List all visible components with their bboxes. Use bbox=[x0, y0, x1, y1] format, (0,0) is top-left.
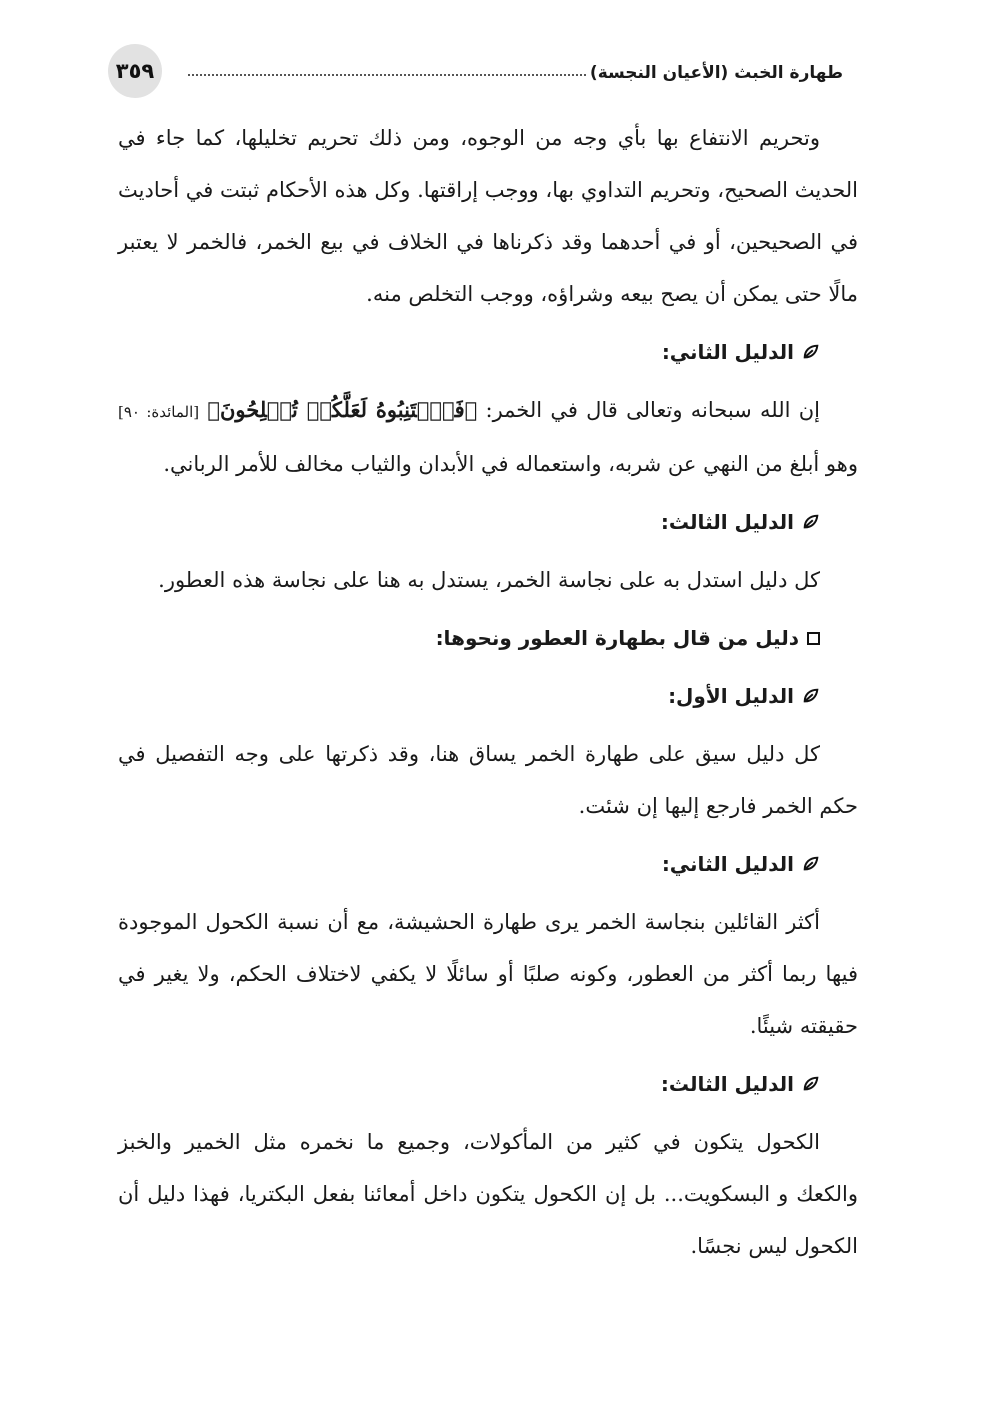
verse-reference: [المائدة: ٩٠] bbox=[118, 403, 200, 421]
paragraph-2-before: إن الله سبحانه وتعالى قال في الخمر: bbox=[477, 398, 820, 422]
paragraph-2-after: وهو أبلغ من النهي عن شربه، واستعماله في الأبدان والثياب مخالف للأمر الرباني. bbox=[163, 452, 858, 476]
quran-verse: ﴿فَٱجۡتَنِبُوهُ لَعَلَّكُمۡ تُفۡلِحُونَ﴾ bbox=[207, 397, 478, 422]
heading-third-evidence-2 bbox=[118, 1058, 858, 1110]
leaf-icon bbox=[802, 1075, 820, 1093]
paragraph-5: أكثر القائلين بنجاسة الخمر يرى طهارة الحشيشة، مع أن نسبة الكحول الموجودة فيها ربما أكثر من العطور، وكونه صلبًا أو سائلًا لا يكفي لاختلاف الحكم، ولا يغير في حقيقته شيئًا. bbox=[118, 910, 858, 1038]
heading-text: الدليل الثالث: bbox=[660, 510, 794, 534]
box-icon bbox=[807, 632, 820, 645]
paragraph-2 bbox=[118, 384, 858, 490]
leaf-icon bbox=[802, 513, 820, 531]
heading-second-evidence-2 bbox=[118, 838, 858, 890]
paragraph-3: كل دليل استدل به على نجاسة الخمر، يستدل به هنا على نجاسة هذه العطور. bbox=[158, 568, 820, 592]
paragraph-4: كل دليل سيق على طهارة الخمر يساق هنا، وقد ذكرتها على وجه التفصيل في حكم الخمر فارجع إليها إن شئت. bbox=[118, 742, 858, 818]
heading-text: الدليل الأول: bbox=[668, 684, 794, 708]
header-title: طهارة الخبث (الأعيان النجسة) bbox=[589, 63, 843, 83]
header-dotted-leader bbox=[188, 74, 586, 76]
heading-text: الدليل الثالث: bbox=[660, 1072, 794, 1096]
page-number: ٣٥٩ bbox=[108, 44, 162, 98]
paragraph-1: وتحريم الانتفاع بها بأي وجه من الوجوه، ومن ذلك تحريم تخليلها، كما جاء في الحديث الصحيح، وتحريم التداوي بها، ووجب إراقتها. وكل هذه الأحكام ثبتت في أحاديث في الصحيحين، أو في أحدهما وقد ذكرناها في الخلاف في بيع الخمر، فالخمر لا يعتبر مالًا حتى يمكن أن يصح بيعه وشراؤه، ووجب التخلص منه. bbox=[118, 126, 858, 306]
heading-first-evidence bbox=[118, 670, 858, 722]
heading-text: الدليل الثاني: bbox=[661, 340, 794, 364]
heading-second-evidence bbox=[118, 326, 858, 378]
page-body bbox=[118, 112, 858, 1278]
heading-text: الدليل الثاني: bbox=[661, 852, 794, 876]
heading-third-evidence bbox=[118, 496, 858, 548]
section-heading bbox=[118, 612, 858, 664]
section-heading-text: دليل من قال بطهارة العطور ونحوها: bbox=[435, 626, 799, 650]
paragraph-6: الكحول يتكون في كثير من المأكولات، وجميع ما نخمره مثل الخمير والخبز والكعك و البسكويت... بل إن الكحول يتكون داخل أمعائنا بفعل البكتريا، فهذا دليل أن الكحول ليس نجسًا. bbox=[118, 1130, 858, 1258]
running-header bbox=[188, 53, 843, 83]
leaf-icon bbox=[802, 855, 820, 873]
leaf-icon bbox=[802, 343, 820, 361]
leaf-icon bbox=[802, 687, 820, 705]
